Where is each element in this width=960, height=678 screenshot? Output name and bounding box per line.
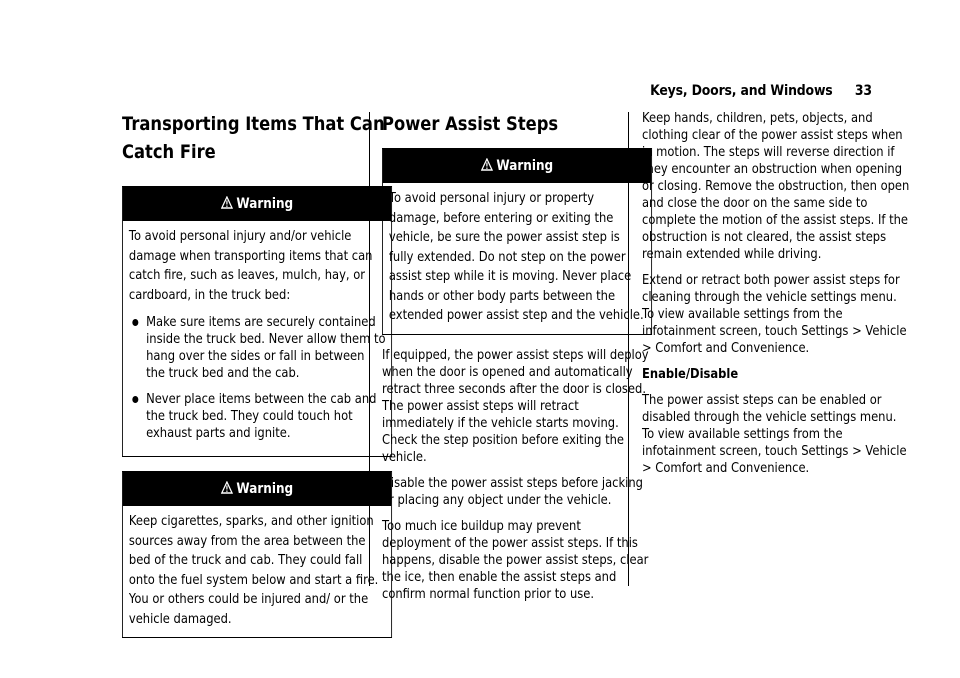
- warning-header: [123, 472, 391, 506]
- warning-text: Keep cigarettes, sparks, and other ignition sources away from the area between the bed of the truck and cab. They could fall onto the fuel system below and start a fire. You or others could be injured and/ or the vehicle damaged.: [128, 514, 379, 627]
- running-header: [650, 83, 872, 99]
- warning-header: [383, 149, 651, 183]
- warning-box-ignition: [122, 471, 392, 638]
- warning-bullet-list: [129, 314, 386, 442]
- column-3: [642, 110, 912, 477]
- warning-icon: [481, 158, 493, 171]
- warning-label: Warning: [236, 481, 294, 497]
- warning-label: Warning: [236, 196, 294, 212]
- body-paragraph: Disable the power assist steps before jacking or placing any object under the vehicle.: [382, 475, 643, 508]
- page-number: 33: [854, 83, 872, 99]
- warning-icon: [221, 481, 233, 494]
- warning-box-fire-items: [122, 186, 392, 457]
- warning-header: [123, 187, 391, 221]
- body-paragraph: Keep hands, children, pets, objects, and clothing clear of the power assist steps when in motion. The steps will reverse direction if they encounter an obstruction when opening or closing. Remove the obstruction, then open and close the door on the same side to complete the motion of the assist steps. If the obstruction is not cleared, the assist steps remain extended while driving.: [642, 111, 910, 262]
- body-paragraph: Too much ice buildup may prevent deployment of the power assist steps. If this happens, disable the power assist steps, clear the ice, then enable the assist steps and confirm normal function prior to use.: [382, 518, 649, 602]
- section-heading-power-steps: Power Assist Steps: [382, 113, 559, 135]
- warning-box-power-steps: [382, 148, 652, 335]
- body-paragraph: The power assist steps can be enabled or disabled through the vehicle settings menu. To view available settings from the infotainment screen, touch Settings > Vehicle > Comfort and Convenience.: [642, 393, 907, 476]
- warning-text: To avoid personal injury or property damage, before entering or exiting the vehicle, be sure the power assist step is fully extended. Do not step on the power assist step while it is moving. Never place hands or other body parts between the extended power assist step and the vehicle.: [388, 191, 644, 323]
- warning-label: Warning: [496, 158, 554, 174]
- body-paragraph: Extend or retract both power assist steps for cleaning through the vehicle settings menu. To view available settings from the infotainment screen, touch Settings > Vehicle > Comfort and Convenience.: [642, 273, 907, 356]
- column-1: [122, 110, 392, 638]
- warning-intro: To avoid personal injury and/or vehicle damage when transporting items that can catch fire, such as leaves, mulch, hay, or cardboard, in the truck bed:: [128, 229, 373, 303]
- section-heading-fire: Transporting Items That Can Catch Fire: [122, 113, 385, 163]
- column-2: [382, 110, 652, 603]
- section-title: Keys, Doors, and Windows: [650, 83, 833, 99]
- warning-icon: [221, 196, 233, 209]
- list-item: Never place items between the cab and the truck bed. They could touch hot exhaust parts and ignite.: [129, 391, 386, 442]
- list-item: Make sure items are securely contained inside the truck bed. Never allow them to hang over the sides or fall in between the truck bed and the cab.: [129, 314, 386, 382]
- subheading-enable-disable: Enable/Disable: [642, 367, 739, 382]
- body-paragraph: If equipped, the power assist steps will deploy when the door is opened and automatically retract three seconds after the door is closed. The power assist steps will retract immediately if the vehicle starts moving. Check the step position before exiting the vehicle.: [382, 347, 649, 465]
